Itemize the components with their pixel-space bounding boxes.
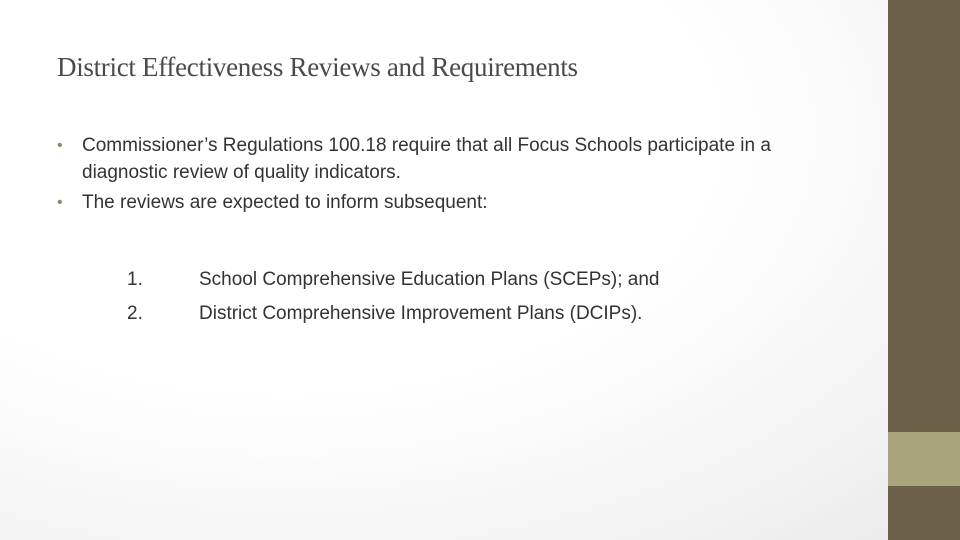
bullet-list (57, 132, 847, 219)
bullet-item (57, 189, 847, 216)
bullet-marker: • (57, 194, 63, 211)
bullet-marker: • (57, 137, 63, 154)
bullet-item (57, 132, 847, 186)
item-text: School Comprehensive Education Plans (SCEPs); and (199, 269, 660, 290)
item-text: District Comprehensive Improvement Plans (DCIPs). (199, 303, 643, 324)
item-number: 1. (127, 269, 143, 290)
numbered-item (127, 263, 659, 297)
numbered-item (127, 297, 659, 331)
bullet-text: Commissioner’s Regulations 100.18 require that all Focus Schools participate in a diagnostic review of quality indicators. (82, 135, 771, 183)
item-number: 2. (127, 303, 143, 324)
side-accent-block (888, 432, 960, 486)
numbered-list (127, 263, 659, 331)
bullet-text: The reviews are expected to inform subsequent: (82, 192, 488, 213)
slide-title: District Effectiveness Reviews and Requirements (57, 52, 578, 82)
